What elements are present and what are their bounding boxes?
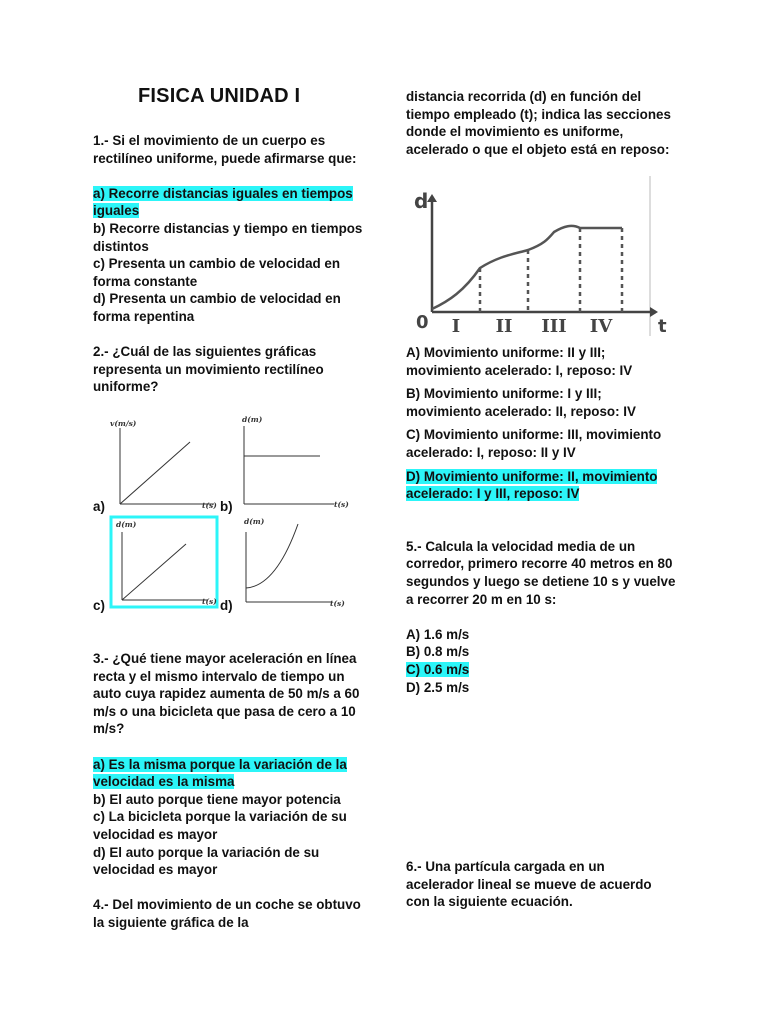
q3-option-d: d) El auto porque la variación de su velocidad es mayor	[93, 844, 320, 878]
q1-option-a: a) Recorre distancias iguales en tiempos iguales	[93, 185, 353, 219]
question-1: 1.- Si el movimiento de un cuerpo es rectilíneo uniforme, puede afirmarse que:	[93, 133, 357, 166]
right-column-top	[406, 88, 671, 158]
right-column-bottom	[406, 858, 671, 911]
question-6: 6.- Una partícula cargada en un acelerador lineal se mueve de acuerdo con la siguiente ecuación.	[406, 859, 652, 910]
q4-ylabel: d	[414, 189, 429, 213]
q4-option-d: D) Movimiento uniforme: II, movimiento acelerado: I y III, reposo: IV	[406, 468, 658, 502]
graph-c-xlabel: t(s)	[202, 597, 217, 606]
q4-section-III: III	[541, 316, 567, 337]
q1-option-c: c) Presenta un cambio de velocidad en forma constante	[93, 256, 341, 289]
graph-c-ylabel: d(m)	[116, 520, 137, 529]
q5-option-c: C) 0.6 m/s	[406, 661, 470, 677]
question-4-part2: distancia recorrida (d) en función del tiempo empleado (t); indica las secciones donde el movimiento es uniforme, acelerado o que el objeto está en reposo:	[406, 89, 671, 157]
graph-c	[108, 514, 220, 610]
graph-c-selection-box	[111, 517, 217, 607]
q3-option-a: a) Es la misma porque la variación de la velocidad es la misma	[93, 756, 347, 790]
q4-section-II: II	[495, 316, 513, 337]
left-column-bottom	[93, 650, 365, 932]
graph-d-label: d)	[220, 598, 233, 613]
q1-option-d: d) Presenta un cambio de velocidad en forma repentina	[93, 291, 341, 324]
graph-d-curve	[246, 524, 298, 588]
graph-b	[234, 412, 349, 514]
q5-option-a: A) 1.6 m/s	[406, 626, 470, 642]
graph-d	[236, 514, 348, 610]
question-3: 3.- ¿Qué tiene mayor aceleración en línea recta y el mismo intervalo de tiempo un auto cuya rapidez aumenta de 50 m/s a 60 m/s o una bicicleta que pasa de cero a 10 m/s?	[93, 651, 360, 737]
graph-b-xlabel: t(s)	[334, 500, 349, 509]
right-column-middle	[406, 344, 678, 696]
q4-section-I: I	[451, 316, 461, 337]
graph-d-ylabel: d(m)	[244, 517, 265, 526]
graph-a-label: a)	[93, 499, 105, 514]
q1-option-b: b) Recorre distancias y tiempo en tiempos distintos	[93, 220, 363, 254]
question-5: 5.- Calcula la velocidad media de un corredor, primero recorre 40 metros en 80 segundos y luego se detiene 10 s y vuelve a recorrer 20 m en 10 s:	[406, 538, 676, 607]
graph-a-line	[120, 442, 190, 504]
graph-a-xlabel: t(s)	[202, 501, 217, 510]
question-4-part1: 4.- Del movimiento de un coche se obtuvo la siguiente gráfica de la	[93, 897, 361, 930]
q3-option-b: b) El auto porque tiene mayor potencia	[93, 791, 341, 807]
graph-c-label: c)	[93, 598, 105, 613]
q4-section-IV: IV	[589, 316, 613, 337]
q5-option-d: D) 2.5 m/s	[406, 679, 470, 695]
q4-option-c: C) Movimiento uniforme: III, movimiento acelerado: I, reposo: II y IV	[406, 427, 662, 460]
graph-b-label: b)	[220, 499, 233, 514]
graph-c-line	[122, 544, 186, 600]
q4-y-arrow	[427, 194, 437, 202]
graph-a	[108, 412, 220, 514]
q4-xlabel: t	[658, 316, 667, 337]
q4-distance-time-graph	[404, 176, 676, 336]
left-column	[93, 132, 365, 396]
q4-option-b: B) Movimiento uniforme: I y III; movimiento acelerado: II, reposo: IV	[406, 386, 636, 419]
graph-d-xlabel: t(s)	[330, 599, 345, 608]
q4-origin-label: 0	[416, 312, 429, 333]
q4-option-a: A) Movimiento uniforme: II y III; movimiento acelerado: I, reposo: IV	[406, 345, 633, 378]
question-2: 2.- ¿Cuál de las siguientes gráficas representa un movimiento rectilíneo uniforme?	[93, 344, 324, 395]
q3-option-c: c) La bicicleta porque la variación de su velocidad es mayor	[93, 809, 347, 842]
q5-option-b: B) 0.8 m/s	[406, 644, 470, 660]
graph-b-ylabel: d(m)	[242, 415, 263, 424]
q4-x-arrow	[650, 307, 658, 317]
page-title: FISICA UNIDAD I	[138, 85, 301, 107]
graph-a-ylabel: v(m/s)	[110, 419, 137, 428]
